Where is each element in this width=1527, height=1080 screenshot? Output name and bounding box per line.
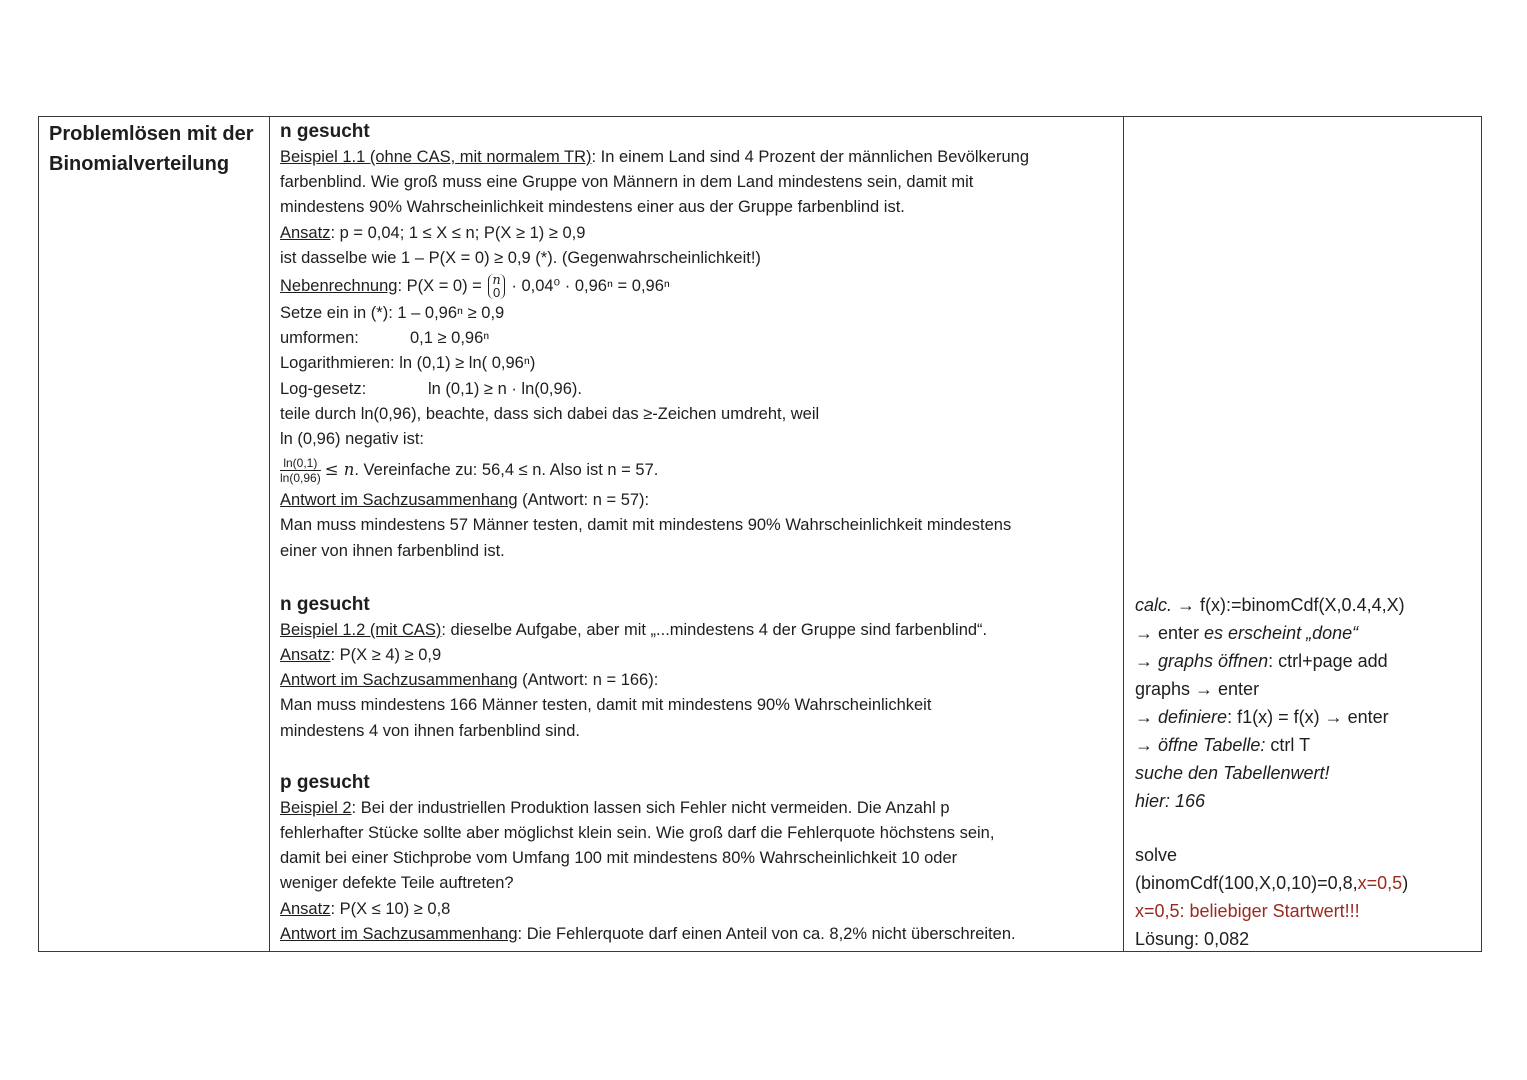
section1-vereinfache: $\frac{\ln(0,1)}{\ln(0,96)}$ ≤ n. Vereinfache zu: 56,4 ≤ n. Also ist n = 57. [280, 456, 659, 486]
section1-example-line2: farbenblind. Wie groß muss eine Gruppe von Männern in dem Land mindestens sein, damit mit [280, 173, 974, 192]
section2-ansatz: Ansatz: P(X ≥ 4) ≥ 0,9 [280, 646, 442, 665]
section1-nebenrechnung: Nebenrechnung: P(X = 0) = n 0 · 0,04⁰ · 0,96ⁿ = 0,96ⁿ [280, 273, 670, 301]
section3-heading: p gesucht [280, 771, 370, 793]
topic-title: Problemlösen mit der Binomialverteilung [49, 123, 254, 175]
section1-logarithmieren: Logarithmieren: ln (0,1) ≥ ln( 0,96ⁿ) [280, 354, 536, 373]
section3-example-line3: damit bei einer Stichprobe vom Umfang 100 mit mindestens 80% Wahrscheinlichkeit 10 oder [280, 849, 958, 868]
note-definiere: → definiere: f1(x) = f(x) → enter [1135, 707, 1389, 727]
section3-example-line4: weniger defekte Teile auftreten? [280, 874, 514, 893]
section3-example-line1: Beispiel 2: Bei der industriellen Produktion lassen sich Fehler nicht vermeiden. Die Anzahl p [280, 798, 950, 817]
section3-ansatz: Ansatz: P(X ≤ 10) ≥ 0,8 [280, 899, 451, 918]
section2-antwort-line1: Man muss mindestens 166 Männer testen, damit mit mindestens 90% Wahrscheinlichkeit [280, 696, 932, 715]
section2-example: Beispiel 1.2 (mit CAS): dieselbe Aufgabe, aber mit „...mindestens 4 der Gruppe sind farbenblind“. [280, 620, 988, 639]
note-suche: suche den Tabellenwert! [1135, 763, 1330, 783]
section1-teile-line1: teile durch ln(0,96), beachte, dass sich dabei das ≥-Zeichen umdreht, weil [280, 404, 820, 423]
section3-antwort: Antwort im Sachzusammenhang: Die Fehlerquote darf einen Anteil von ca. 8,2% nicht überschreiten. [280, 924, 1016, 943]
note-calc: calc. → f(x):=binomCdf(X,0.4,4,X) [1135, 595, 1405, 615]
section1-umformen: umformen: 0,1 ≥ 0,96ⁿ [280, 329, 490, 348]
section1-example-line1: Beispiel 1.1 (ohne CAS, mit normalem TR): In einem Land sind 4 Prozent der männlichen Bevölkerung [280, 148, 1030, 166]
note-graphs: → graphs öffnen: ctrl+page add [1135, 651, 1388, 671]
column-divider-1 [269, 117, 270, 951]
section1-loggesetz: Log-gesetz: ln (0,1) ≥ n · ln(0,96). [280, 379, 582, 398]
section1-antwort-line2: einer von ihnen farbenblind ist. [280, 541, 505, 560]
note-graphs-enter: graphs → enter [1135, 679, 1260, 699]
cas-notes-column [1135, 591, 1475, 953]
section3-example-line2: fehlerhafter Stücke sollte aber möglichst klein sein. Wie groß darf die Fehlerquote höchstens sein, [280, 824, 995, 843]
section1-ansatz: Ansatz: p = 0,04; 1 ≤ X ≤ n; P(X ≥ 1) ≥ 0,9 [280, 223, 586, 242]
section1-gegenwahrscheinlichkeit: ist dasselbe wie 1 – P(X = 0) ≥ 0,9 (*). (Gegenwahrscheinlichkeit!) [280, 248, 761, 267]
note-startwert: x=0,5: beliebiger Startwert!!! [1135, 901, 1360, 921]
section2-antwort: Antwort im Sachzusammenhang (Antwort: n = 166): [280, 671, 659, 690]
section1-example-label: Beispiel 1.1 (ohne CAS, mit normalem TR) [280, 148, 592, 166]
main-column [280, 119, 1130, 947]
note-tabelle: → öffne Tabelle: ctrl T [1135, 735, 1311, 755]
note-loesung: Lösung: 0,082 [1135, 929, 1250, 949]
section1-example-line3: mindestens 90% Wahrscheinlichkeit mindestens einer aus der Gruppe farbenblind ist. [280, 198, 905, 217]
section1-antwort: Antwort im Sachzusammenhang (Antwort: n = 57): [280, 491, 650, 510]
section1-antwort-line1: Man muss mindestens 57 Männer testen, damit mit mindestens 90% Wahrscheinlichkeit mindestens [280, 516, 1012, 535]
section2-antwort-line2: mindestens 4 von ihnen farbenblind sind. [280, 721, 580, 740]
note-hier: hier: 166 [1135, 791, 1206, 811]
section1-heading: n gesucht [280, 121, 370, 142]
note-enter: → enter es erscheint „done“ [1135, 623, 1359, 643]
binomial-coefficient: n 0 [488, 274, 504, 299]
section1-teile-line2: ln (0,96) negativ ist: [280, 430, 424, 449]
content-table [38, 116, 1482, 952]
note-solve: solve [1135, 845, 1178, 865]
section2-heading: n gesucht [280, 593, 370, 615]
log-fraction: $\frac{\ln(0,1)}{\ln(0,96)}$ [280, 456, 321, 486]
section1-setze: Setze ein in (*): 1 – 0,96ⁿ ≥ 0,9 [280, 304, 505, 323]
note-solve-expr: (binomCdf(100,X,0,10)=0,8,x=0,5) [1135, 873, 1409, 893]
